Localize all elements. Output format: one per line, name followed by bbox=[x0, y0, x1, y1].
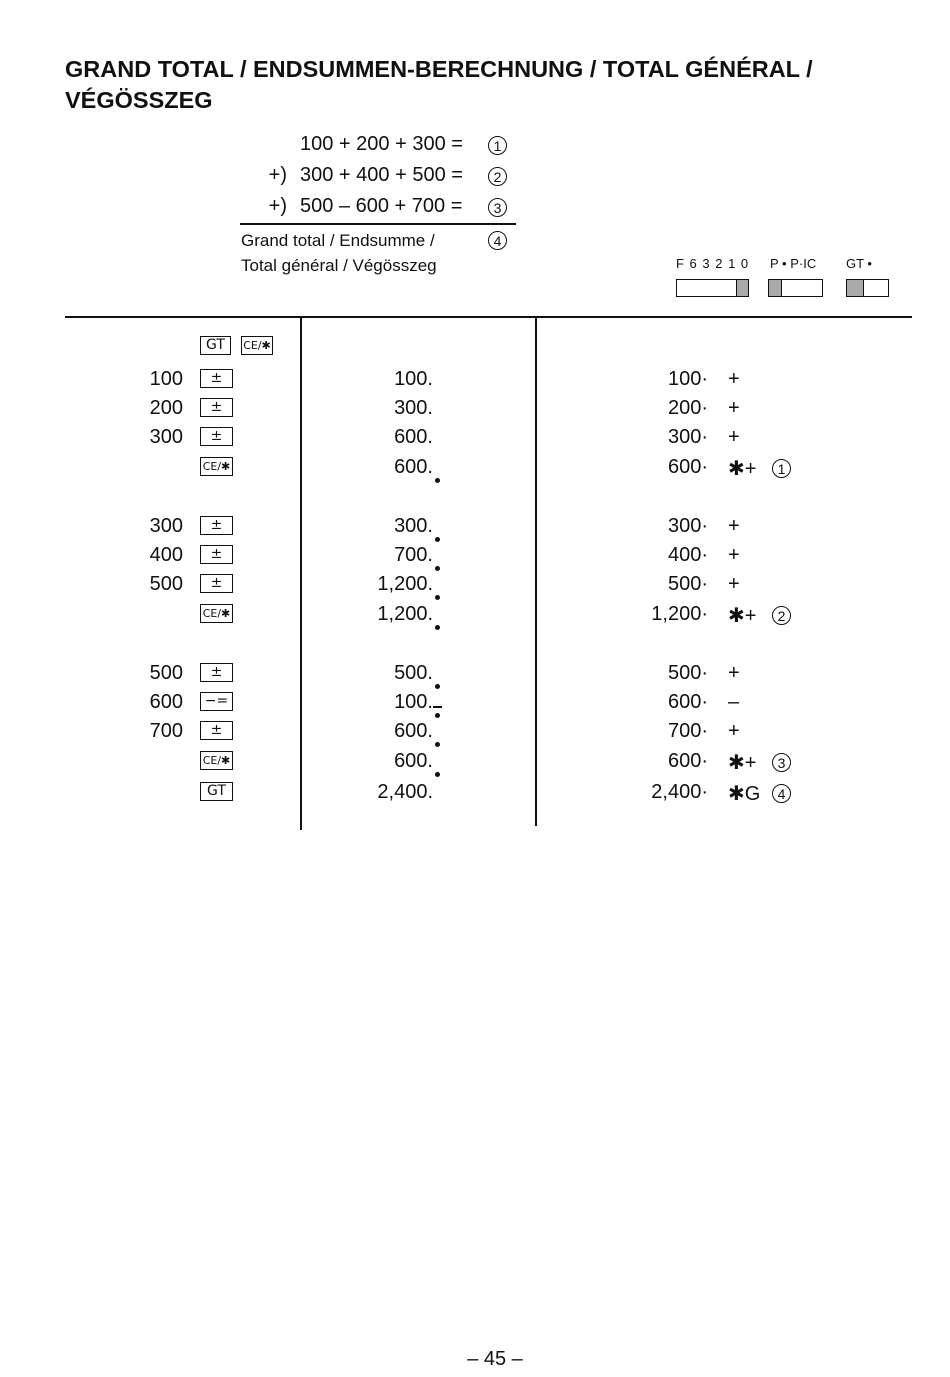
row-input: 700 bbox=[149, 720, 183, 742]
row-input: 500 bbox=[149, 573, 183, 595]
printout-value: 200· bbox=[667, 397, 708, 419]
printout-symbol: + bbox=[728, 515, 740, 537]
display-value: 1,200. bbox=[377, 603, 433, 625]
plus-equals-key: ± bbox=[200, 545, 233, 564]
memory-indicator-dot bbox=[435, 742, 440, 747]
grand-total-label-2: Total général / Végösszeg bbox=[241, 256, 437, 275]
row-input: 500 bbox=[149, 662, 183, 684]
gt-key: GT bbox=[200, 782, 233, 801]
row-input: 600 bbox=[149, 691, 183, 713]
printout-value: 2,400· bbox=[651, 781, 708, 803]
printout-symbol: + bbox=[728, 368, 740, 390]
display-value: 300. bbox=[394, 397, 433, 419]
ce-key: CE/✱ bbox=[200, 457, 233, 476]
printout-value: 500· bbox=[667, 662, 708, 684]
gt-switch-knob bbox=[847, 280, 864, 296]
circled-number-2: 2 bbox=[488, 167, 507, 186]
printout-value: 100· bbox=[667, 368, 708, 390]
column-divider-2 bbox=[535, 316, 537, 826]
page-number: – 45 – bbox=[467, 1348, 523, 1370]
plus-equals-key: ± bbox=[200, 427, 233, 446]
ce-key: CE/✱ bbox=[200, 751, 233, 770]
printout-symbol: + bbox=[728, 662, 740, 684]
memory-indicator-dot bbox=[435, 713, 440, 718]
printout-symbol: + bbox=[728, 426, 740, 448]
circled-number: 1 bbox=[772, 459, 791, 478]
printout-symbol: + bbox=[728, 397, 740, 419]
gt-switch-labels: GT • bbox=[846, 256, 872, 271]
print-switch-knob bbox=[769, 280, 782, 296]
memory-indicator-dot bbox=[435, 625, 440, 630]
memory-indicator-dot bbox=[435, 772, 440, 777]
display-value: 2,400. bbox=[377, 781, 433, 803]
plus-equals-key: ± bbox=[200, 663, 233, 682]
sum-divider bbox=[240, 223, 516, 225]
decimal-switch-knob bbox=[736, 280, 748, 296]
display-value: 100. bbox=[394, 368, 433, 390]
example-block bbox=[240, 133, 520, 283]
eq-expr-1: 100 + 200 + 300 = bbox=[300, 133, 463, 155]
memory-indicator-dot bbox=[435, 595, 440, 600]
display-value: 500. bbox=[394, 662, 433, 684]
ce-key: CE/✱ bbox=[200, 604, 233, 623]
plus-equals-key: ± bbox=[200, 574, 233, 593]
circled-number-3: 3 bbox=[488, 198, 507, 217]
printout-value: 500· bbox=[667, 573, 708, 595]
printout-symbol: + bbox=[728, 544, 740, 566]
circled-number: 3 bbox=[772, 753, 791, 772]
display-value: 100. bbox=[394, 691, 433, 713]
printout-symbol: ✱+ bbox=[728, 752, 757, 774]
printout-value: 600· bbox=[667, 456, 708, 478]
decimal-switch-labels: F 6 3 2 1 0 bbox=[676, 256, 750, 271]
printout-symbol: – bbox=[728, 691, 740, 713]
printout-value: 300· bbox=[667, 426, 708, 448]
grand-total-label-1: Grand total / Endsumme / bbox=[241, 231, 435, 250]
printout-symbol: + bbox=[728, 573, 740, 595]
eq-expr-3: 500 – 600 + 700 = bbox=[300, 195, 463, 217]
circled-number-4: 4 bbox=[488, 231, 507, 250]
print-switch bbox=[768, 256, 830, 300]
display-value: 600. bbox=[394, 750, 433, 772]
printout-symbol: ✱+ bbox=[728, 458, 757, 480]
print-switch-labels: P • P·IC bbox=[770, 256, 817, 271]
memory-indicator-dot bbox=[435, 684, 440, 689]
display-value: 600. bbox=[394, 426, 433, 448]
row-input: 200 bbox=[149, 397, 183, 419]
printout-symbol: + bbox=[728, 720, 740, 742]
circled-number: 2 bbox=[772, 606, 791, 625]
printout-value: 600· bbox=[667, 691, 708, 713]
plus-equals-key: ± bbox=[200, 516, 233, 535]
memory-indicator-dot bbox=[435, 566, 440, 571]
circled-number-1: 1 bbox=[488, 136, 507, 155]
row-input: 300 bbox=[149, 426, 183, 448]
row-input: 100 bbox=[149, 368, 183, 390]
printout-value: 1,200· bbox=[651, 603, 708, 625]
printout-value: 400· bbox=[667, 544, 708, 566]
eq-prefix-3: +) bbox=[268, 195, 287, 217]
display-value: 600. bbox=[394, 456, 433, 478]
table-top-rule bbox=[65, 316, 912, 318]
gt-switch bbox=[846, 256, 892, 300]
printout-symbol: ✱+ bbox=[728, 605, 757, 627]
decimal-switch bbox=[676, 256, 751, 300]
memory-indicator-dot bbox=[435, 478, 440, 483]
minus-indicator bbox=[433, 706, 442, 708]
printout-value: 700· bbox=[667, 720, 708, 742]
eq-prefix-2: +) bbox=[268, 164, 287, 186]
printout-symbol: ✱G bbox=[728, 783, 761, 805]
plus-equals-key: ± bbox=[200, 721, 233, 740]
plus-equals-key: ± bbox=[200, 369, 233, 388]
page-title: GRAND TOTAL / ENDSUMMEN-BERECHNUNG / TOTAL GÉNÉRAL / VÉGÖSSZEG bbox=[65, 56, 813, 113]
display-value: 700. bbox=[394, 544, 433, 566]
ce-key: CE/✱ bbox=[241, 336, 273, 355]
minus-equals-key: −= bbox=[200, 692, 233, 711]
eq-expr-2: 300 + 400 + 500 = bbox=[300, 164, 463, 186]
circled-number: 4 bbox=[772, 784, 791, 803]
display-value: 600. bbox=[394, 720, 433, 742]
printout-value: 300· bbox=[667, 515, 708, 537]
row-input: 300 bbox=[149, 515, 183, 537]
printout-value: 600· bbox=[667, 750, 708, 772]
plus-equals-key: ± bbox=[200, 398, 233, 417]
display-value: 300. bbox=[394, 515, 433, 537]
display-value: 1,200. bbox=[377, 573, 433, 595]
memory-indicator-dot bbox=[435, 537, 440, 542]
gt-key: GT bbox=[200, 336, 231, 355]
row-input: 400 bbox=[149, 544, 183, 566]
